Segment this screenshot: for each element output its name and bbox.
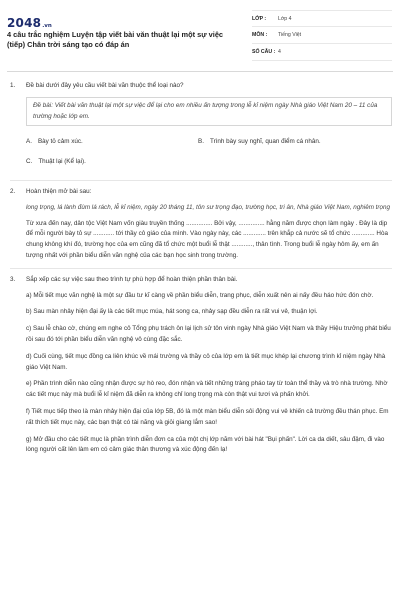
page-header (0, 0, 400, 68)
option-a[interactable] (26, 137, 198, 148)
meta-row-class (252, 10, 392, 27)
question-3 (10, 275, 392, 456)
ordering-item-g[interactable]: g) Mở đầu cho các tiết mục là phần trình diễn đơn ca của một chị lớp năm với bài hát "Bụi phấn". Lời ca da diết, sâu đậm, đi vào lòng người cất lên làm em có cảm giác thân thương và xúc động đến lạ! (26, 435, 385, 454)
meta-row-count (252, 44, 392, 61)
option-c[interactable] (26, 157, 198, 168)
question-number: 1. (10, 82, 16, 89)
answer-options (26, 134, 392, 174)
header-divider (7, 71, 393, 72)
ordering-items (26, 291, 392, 457)
ordering-item-f[interactable]: f) Tiết mục tiếp theo là màn nhảy hiện đại của lớp 5B, đó là một màn biểu diễn sôi động vui vẻ khiến cả trường đều thán phục. Em rất thích tiết mục này, các bạn thật có tài năng và giỏi giang lắm sao! (26, 407, 389, 426)
question-number: 2. (10, 187, 16, 195)
question-1 (10, 81, 392, 174)
question-2 (10, 187, 392, 262)
meta-key: SỐ CÂU : (252, 49, 276, 55)
question-text: Hoàn thiện mở bài sau: (26, 187, 92, 195)
ordering-item-d[interactable]: d) Cuối cùng, tiết mục đồng ca liên khúc về mái trường và thầy cô của lớp em là tiết mục khép lại chương trình kỉ niệm ngày Nhà giáo Việt Nam. (26, 352, 386, 371)
ordering-item-c[interactable]: c) Sau lễ chào cờ, chúng em nghe cô Tổng phụ trách ôn lại lịch sử tôn vinh ngày Nhà giáo Việt Nam và thầy Hiệu trưởng phát biểu rồi sau đó tới phần biểu diễn văn nghệ vô cùng đặc sắc. (26, 325, 391, 343)
meta-value: 4 (278, 49, 281, 55)
meta-key: LỚP : (252, 15, 267, 22)
fill-in-paragraph: Từ xưa đến nay, dân tộc Việt Nam vốn giàu truyền thống ............... Bởi vậy, ............... hằng năm được chọn làm ngày . Đây là dịp để mỗi người bày tỏ sự ............ tới thầy cô giáo của mình. Vào ngày này, các ............. trên khắp cả nước sẽ tổ chức ............. Hòa chung không khí đó, trường học của em cũng đã tổ chức một buổi lễ thật ............, thân tình. Trong buổi lễ ngày hôm ấy, em ấn tượng nhất với phần biểu diễn văn nghệ của các bạn học sinh trong trường. (26, 219, 388, 259)
meta-row-subject (252, 27, 392, 44)
option-text: Thuật lại (Kể lại). (38, 158, 86, 166)
option-text: Bày tỏ cảm xúc. (37, 138, 83, 146)
document-meta (252, 10, 392, 61)
question-prompt-box: Đề bài: Viết bài văn thuật lại một sự việc để lại cho em nhiều ấn tượng trong lễ kỉ niệm ngày Nhà giáo Việt Nam 20 – 11 của trường hoặc lớp em. (26, 97, 392, 127)
logo-main: 2048 (7, 16, 42, 30)
meta-value: Tiếng Việt (278, 32, 302, 38)
site-logo[interactable] (7, 12, 52, 31)
question-list (10, 77, 392, 462)
question-number: 3. (10, 275, 16, 283)
question-text: Sắp xếp các sự việc sau theo trình tự phù hợp để hoàn thiện phần thân bài. (26, 275, 238, 283)
document-title: 4 câu trắc nghiệm Luyện tập viết bài văn thuật lại một sự việc (tiếp) Chân trời sáng tạo có đáp án (7, 30, 224, 49)
word-bank: long trọng, lá lành đùm lá rách, lễ kỉ niệm, ngày 20 tháng 11, tôn sư trọng đạo, trường học, tri ân, Nhà giáo Việt Nam, nghiêm trọng (26, 203, 391, 211)
option-b[interactable] (198, 137, 370, 148)
option-label: A. (26, 138, 32, 146)
ordering-item-e[interactable]: e) Phần trình diễn nào cũng nhận được sự hò reo, đón nhận và tiết những tràng pháo tay từ toàn thể thầy và trò nhà trường. Nhờ các tiết mục này mà buổi lễ kỉ niệm đã diễn ra không chỉ long trọng mà còn thật vui tươi và phấn khởi. (26, 380, 388, 399)
question-divider (10, 268, 392, 269)
logo-suffix: .vn (42, 22, 52, 29)
option-label: C. (26, 158, 33, 166)
ordering-item-a[interactable]: a) Mỗi tiết mục văn nghệ là một sự đầu tư kĩ càng về phần biểu diễn, trang phục, diễn xuất nên ai nấy đều háo hức đón chờ. (26, 291, 374, 299)
option-text: Trình bày suy nghĩ, quan điểm cá nhân. (209, 138, 321, 146)
meta-key: MÔN : (252, 32, 268, 38)
question-text: Đề bài dưới đây yêu cầu viết bài văn thuộc thể loại nào? (26, 82, 184, 89)
meta-value: Lớp 4 (278, 15, 292, 22)
ordering-item-b[interactable]: b) Sau màn nhảy hiện đại ấy là các tiết mục múa, hát song ca, nhảy sạp đều diễn ra rất vui vẻ, thuận lợi. (26, 308, 318, 316)
option-label: B. (198, 138, 204, 146)
question-divider (10, 180, 392, 181)
